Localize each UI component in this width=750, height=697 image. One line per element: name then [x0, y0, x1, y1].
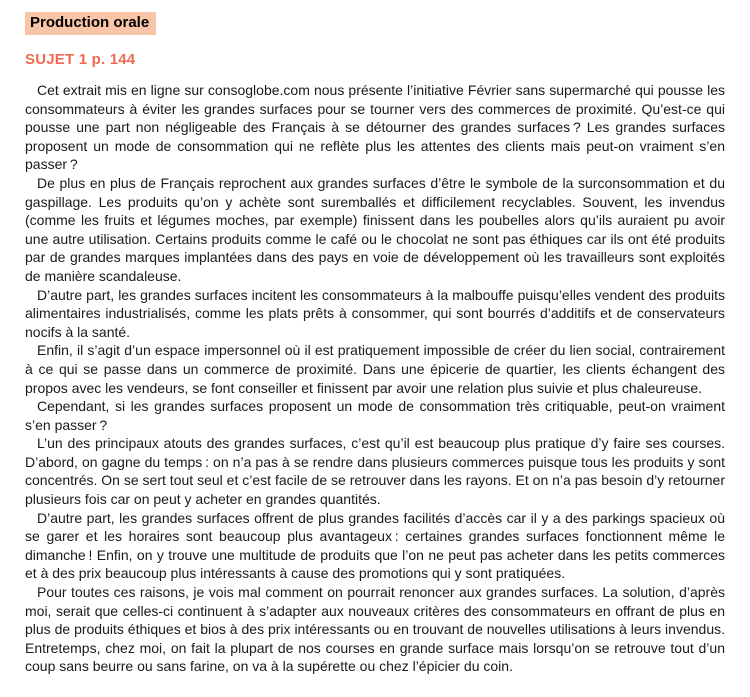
paragraph-intro: Cet extrait mis en ligne sur consoglobe.com nous présente l’initiative Février sans supermarché qui pousse les consommateurs à éviter les grandes surfaces pour se tourner vers des commerces de proximité. Qu’est-ce qui pousse une part non négligeable des Français à se détourner des grandes surfaces ? Les grandes surfaces proposent un mode de consommation qui ne reflète plus les attentes des clients mais peut-on vraiment s’en passer ?: [25, 82, 725, 173]
paragraph-praticite: L’un des principaux atouts des grandes surfaces, c’est qu’il est beaucoup plus pratique d’y faire ses courses. D’abord, on gagne du temps : on n’a pas à se rendre dans plusieurs commerces puisque tous les produits y sont concentrés. On se sert tout seul et c’est facile de se retrouver dans les rayons. Et on n’a pas besoin d’y retourner plusieurs fois car on peut y acheter en grandes quantités.: [25, 435, 725, 508]
subject-heading: SUJET 1 p. 144: [25, 51, 136, 68]
essay-body: [25, 81, 725, 676]
paragraph-lien-social: Enfin, il s’agit d’un espace impersonnel où il est pratiquement impossible de créer du lien social, contrairement à ce qui se passe dans un commerce de proximité. Dans une épicerie de quartier, les clients échangent des propos avec les vendeurs, se font conseiller et finissent par avoir une relation plus suivie et plus chaleureuse.: [25, 342, 725, 396]
paragraph-facilites: D’autre part, les grandes surfaces offrent de plus grandes facilités d’accès car il y a des parkings spacieux où se garer et les horaires sont beaucoup plus avantageux : certaines grandes surfaces fonctionnent même le dimanche ! Enfin, on y trouve une multitude de produits que l’on ne peut pas acheter dans les petits commerces et à des prix beaucoup plus intéressants à cause des promotions qui y sont pratiquées.: [25, 509, 725, 582]
paragraph-malbouffe: D’autre part, les grandes surfaces incitent les consommateurs à la malbouffe puisqu’elles vendent des produits alimentaires industrialisés, comme les plats prêts à consommer, qui sont bourrés d’additifs et de conservateurs nocifs à la santé.: [25, 286, 725, 340]
paragraph-surconsommation: De plus en plus de Français reprochent aux grandes surfaces d’être le symbole de la surconsommation et du gaspillage. Les produits qu’on y achète sont suremballés et difficilement recyclables. Souvent, les invendus (comme les fruits et légumes moches, par exemple) finissent dans les poubelles alors qu’ils auraient pu avoir une autre utilisation. Certains produits comme le café ou le chocolat ne sont pas éthiques car ils ont été produits par de grandes marques implantées dans des pays en voie de développement où les travailleurs sont exploités de manière scandaleuse.: [25, 174, 725, 284]
paragraph-transition: Cependant, si les grandes surfaces proposent un mode de consommation très critiquable, peut-on vraiment s’en passer ?: [25, 398, 725, 433]
section-label: Production orale: [25, 12, 156, 35]
paragraph-conclusion: Pour toutes ces raisons, je vois mal comment on pourrait renoncer aux grandes surfaces. La solution, d’après moi, serait que celles-ci continuent à s’adapter aux nouveaux critères des consommateurs en offrant de plus en plus de produits éthiques et bios à des prix intéressants ou en trouvant de nouvelles utilisations à leurs invendus. Entretemps, chez moi, on fait la plupart de nos courses en grande surface mais lorsqu’on se retrouve tout d’un coup sans beurre ou sans farine, on va à la supérette ou chez l’épicier du coin.: [25, 584, 725, 675]
section-label-container: [25, 12, 725, 35]
